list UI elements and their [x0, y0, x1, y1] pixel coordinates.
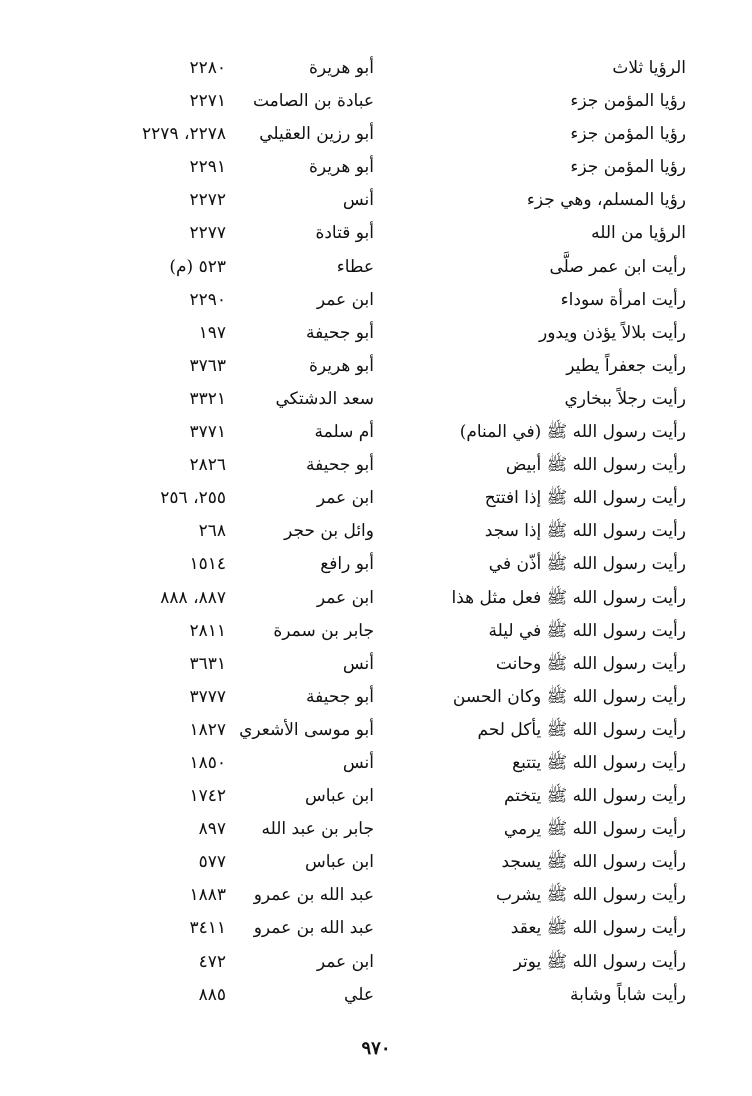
hadith-number-text: ٢٢٩٠ — [189, 289, 226, 310]
narrator-name: أبو رافع — [320, 554, 374, 575]
hadith-phrase: رؤيا المسلم، وهي جزء — [526, 190, 686, 211]
index-row — [0, 615, 752, 648]
hadith-phrase: رؤيا المؤمن جزء — [570, 124, 686, 145]
hadith-phrase: رأيت رسول الله ﷺ وحانت — [495, 653, 686, 674]
index-row — [0, 317, 752, 350]
hadith-number-text: ١٧٤٢ — [189, 786, 226, 807]
narrator-name: أبو موسى الأشعري — [239, 719, 374, 740]
index-row — [0, 714, 752, 747]
hadith-number-text: ٣٣٢١ — [189, 388, 226, 409]
hadith-number-text: ٢٢٧٧ — [189, 223, 226, 244]
index-row — [0, 383, 752, 416]
hadith-phrase: الرؤيا ثلاث — [612, 58, 686, 78]
hadith-number — [130, 350, 226, 383]
hadith-number — [130, 714, 226, 747]
narrator-name: ابن عمر — [316, 951, 374, 972]
narrator-name: أبو قتادة — [315, 223, 374, 244]
hadith-number-text: ٣٧٦٣ — [189, 355, 226, 376]
hadith-number-text: ١٥١٤ — [189, 554, 226, 575]
narrator-name: أبو رزين العقيلي — [259, 124, 374, 145]
hadith-number-text: ٤٧٢ — [198, 951, 226, 972]
index-row — [0, 449, 752, 482]
hadith-number — [130, 979, 226, 1012]
narrator-name: جابر بن سمرة — [273, 620, 374, 641]
hadith-phrase: رأيت شاباً وشابة — [570, 984, 686, 1005]
hadith-number-text: ٥٢٣ (م) — [169, 256, 226, 277]
hadith-phrase: رأيت رسول الله ﷺ يأكل لحم — [477, 719, 686, 740]
hadith-index-table — [0, 52, 752, 1012]
hadith-number — [130, 184, 226, 217]
narrator-name: ابن عباس — [304, 786, 374, 807]
index-row — [0, 284, 752, 317]
index-row — [0, 184, 752, 217]
hadith-phrase: رأيت رسول الله ﷺ يتختم — [503, 786, 686, 807]
narrator-name: عبادة بن الصامت — [252, 91, 374, 112]
index-row — [0, 747, 752, 780]
hadith-number — [130, 482, 226, 515]
hadith-number-text: ٨٨٧، ٨٨٨ — [160, 587, 226, 608]
hadith-number-text: ٢٢٧١ — [189, 91, 226, 112]
hadith-phrase: رأيت رسول الله ﷺ إذا افتتح — [484, 488, 686, 509]
hadith-number-text: ٢٢٨٠ — [189, 58, 226, 78]
narrator-name: أبو هريرة — [308, 355, 374, 376]
narrator-name: أنس — [342, 653, 374, 674]
index-row — [0, 482, 752, 515]
narrator-name: أنس — [342, 752, 374, 773]
index-row — [0, 681, 752, 714]
index-row — [0, 879, 752, 912]
hadith-number — [130, 615, 226, 648]
hadith-number-text: ٣٧٧٧ — [189, 686, 226, 707]
hadith-number — [130, 681, 226, 714]
hadith-number — [130, 747, 226, 780]
hadith-phrase: الرؤيا من الله — [591, 223, 686, 244]
index-row — [0, 52, 752, 85]
hadith-phrase: رأيت رسول الله ﷺ أبيض — [505, 455, 686, 476]
index-row — [0, 416, 752, 449]
narrator-name: أبو هريرة — [308, 58, 374, 78]
hadith-number — [130, 416, 226, 449]
index-row — [0, 979, 752, 1012]
hadith-number-text: ٥٧٧ — [198, 852, 226, 873]
index-row — [0, 582, 752, 615]
hadith-number — [130, 118, 226, 151]
hadith-number-text: ٢٥٥، ٢٥٦ — [160, 488, 226, 509]
index-row — [0, 648, 752, 681]
hadith-number-text: ٢٦٨ — [198, 521, 226, 542]
index-row — [0, 85, 752, 118]
narrator-name: عبد الله بن عمرو — [253, 885, 374, 906]
hadith-number-text: ٢٨١١ — [189, 620, 226, 641]
index-row — [0, 350, 752, 383]
hadith-phrase: رأيت ابن عمر صلَّى — [549, 256, 686, 277]
hadith-number — [130, 846, 226, 879]
hadith-phrase: رأيت رسول الله ﷺ يرمي — [503, 819, 686, 840]
hadith-number — [130, 879, 226, 912]
hadith-number — [130, 52, 226, 85]
hadith-phrase: رأيت رسول الله ﷺ وكان الحسن — [452, 686, 686, 707]
hadith-phrase: رأيت رسول الله ﷺ إذا سجد — [484, 521, 686, 542]
hadith-phrase: رأيت رسول الله ﷺ يعقد — [510, 918, 686, 939]
hadith-phrase: رأيت رسول الله ﷺ يوتر — [513, 951, 686, 972]
hadith-number-text: ٢٢٩١ — [189, 157, 226, 178]
page-number: ٩٧٠ — [361, 1038, 391, 1059]
index-row — [0, 912, 752, 945]
hadith-number — [130, 912, 226, 945]
hadith-number — [130, 217, 226, 250]
hadith-number-text: ٢٨٢٦ — [189, 455, 226, 476]
index-row — [0, 151, 752, 184]
hadith-phrase: رأيت رسول الله ﷺ يتتبع — [512, 752, 686, 773]
index-row — [0, 515, 752, 548]
narrator-name: عطاء — [336, 256, 374, 277]
narrator-name: وائل بن حجر — [284, 521, 374, 542]
hadith-phrase: رأيت رجلاً ببخاري — [564, 388, 686, 409]
hadith-number — [130, 85, 226, 118]
hadith-number-text: ٨٨٥ — [198, 984, 226, 1005]
hadith-number — [130, 151, 226, 184]
hadith-number — [130, 582, 226, 615]
hadith-phrase: رأيت رسول الله ﷺ (في المنام) — [459, 422, 686, 443]
narrator-name: أبو هريرة — [308, 157, 374, 178]
hadith-phrase: رأيت رسول الله ﷺ فعل مثل هذا — [451, 587, 686, 608]
hadith-number-text: ٣٦٣١ — [189, 653, 226, 674]
narrator-name: أبو جحيفة — [306, 686, 374, 707]
narrator-name: سعد الدشتكي — [275, 388, 374, 409]
hadith-number — [130, 548, 226, 581]
hadith-number — [130, 780, 226, 813]
hadith-number — [130, 813, 226, 846]
index-row — [0, 217, 752, 250]
narrator-name: أنس — [342, 190, 374, 211]
hadith-number-text: ٣٧٧١ — [189, 422, 226, 443]
hadith-number-text: ٨٩٧ — [198, 819, 226, 840]
index-row — [0, 780, 752, 813]
hadith-number — [130, 449, 226, 482]
narrator-name: ابن عمر — [316, 488, 374, 509]
hadith-number — [130, 284, 226, 317]
hadith-phrase: رأيت رسول الله ﷺ في ليلة — [488, 620, 686, 641]
hadith-phrase: رأيت رسول الله ﷺ يسجد — [501, 852, 686, 873]
hadith-phrase: رأيت رسول الله ﷺ يشرب — [495, 885, 686, 906]
narrator-name: أبو جحيفة — [306, 322, 374, 343]
hadith-phrase: رأيت امرأة سوداء — [560, 289, 686, 310]
index-row — [0, 813, 752, 846]
index-row — [0, 251, 752, 284]
narrator-name: أم سلمة — [314, 422, 374, 443]
narrator-name: علي — [344, 984, 374, 1005]
narrator-name: أبو جحيفة — [306, 455, 374, 476]
narrator-name: جابر بن عبد الله — [261, 819, 374, 840]
hadith-phrase: رأيت رسول الله ﷺ أذّن في — [488, 554, 686, 575]
hadith-number — [130, 648, 226, 681]
index-row — [0, 946, 752, 979]
hadith-number-text: ٣٤١١ — [189, 918, 226, 939]
hadith-number-text: ١٩٧ — [198, 322, 226, 343]
narrator-name: ابن عمر — [316, 289, 374, 310]
hadith-number-text: ٢٢٧٢ — [189, 190, 226, 211]
narrator-name: ابن عمر — [316, 587, 374, 608]
hadith-phrase: رؤيا المؤمن جزء — [570, 157, 686, 178]
narrator-name: ابن عباس — [304, 852, 374, 873]
hadith-phrase: رأيت بلالاً يؤذن ويدور — [539, 322, 686, 343]
hadith-number — [130, 251, 226, 284]
hadith-number-text: ١٨٥٠ — [189, 752, 226, 773]
index-row — [0, 846, 752, 879]
hadith-number — [130, 317, 226, 350]
index-row — [0, 118, 752, 151]
hadith-number-text: ١٨٨٣ — [189, 885, 226, 906]
hadith-number — [130, 515, 226, 548]
hadith-number-text: ٢٢٧٨، ٢٢٧٩ — [142, 124, 226, 145]
hadith-number-text: ١٨٢٧ — [189, 719, 226, 740]
index-row — [0, 548, 752, 581]
hadith-phrase: رؤيا المؤمن جزء — [570, 91, 686, 112]
hadith-number — [130, 946, 226, 979]
narrator-name: عبد الله بن عمرو — [253, 918, 374, 939]
hadith-phrase: رأيت جعفراً يطير — [566, 355, 686, 376]
hadith-number — [130, 383, 226, 416]
